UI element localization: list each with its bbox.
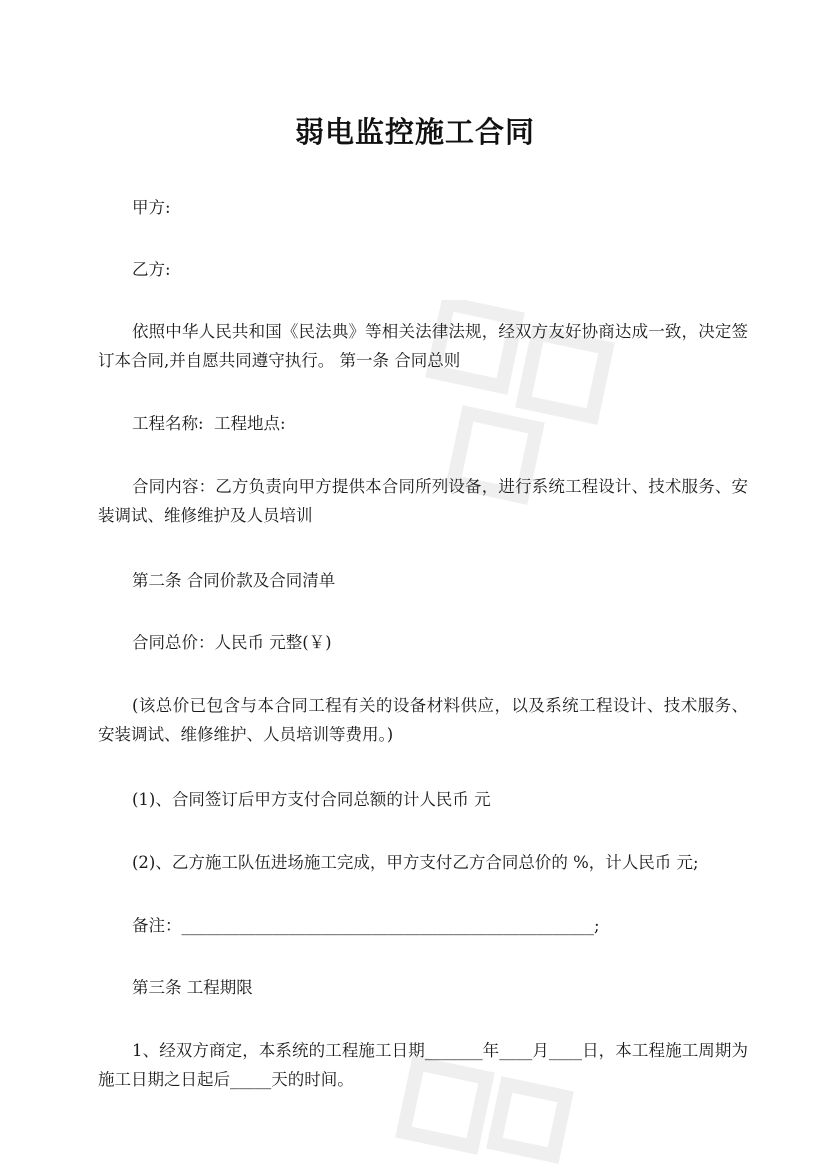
schedule-paragraph: 1、经双方商定，本系统的工程施工日期_______年____月____日，本工程施工周期为施工日期之日起后_____天的时间。 [98, 1041, 748, 1089]
remarks-line: 备注：__________________________________________________; [132, 916, 600, 935]
payment-term-2: (2)、乙方施工队伍进场施工完成，甲方支付乙方合同总价的 %，计人民币 元; [132, 853, 699, 872]
party-b-line: 乙方: [132, 260, 171, 279]
party-a-line: 甲方: [132, 198, 171, 217]
contract-title: 弱电监控施工合同 [294, 115, 535, 149]
contract-content-paragraph: 合同内容：乙方负责向甲方提供本合同所列设备，进行系统工程设计、技术服务、安装调试、维修维护及人员培训 [98, 477, 748, 525]
project-name-location-line: 工程名称: 工程地点: [132, 414, 286, 433]
total-price-line: 合同总价：人民币 元整(￥) [132, 633, 332, 652]
preamble-paragraph: 依照中华人民共和国《民法典》等相关法律法规，经双方友好协商达成一致，决定签订本合同,并自愿共同遵守执行。 第一条 合同总则 [98, 322, 748, 370]
price-inclusion-paragraph: (该总价已包含与本合同工程有关的设备材料供应，以及系统工程设计、技术服务、安装调试、维修维护、人员培训等费用。) [98, 696, 748, 744]
payment-term-1: (1)、合同签订后甲方支付合同总额的计人民币 元 [132, 790, 491, 809]
article-three-heading: 第三条 工程期限 [132, 978, 253, 997]
article-two-heading: 第二条 合同价款及合同清单 [132, 571, 336, 590]
